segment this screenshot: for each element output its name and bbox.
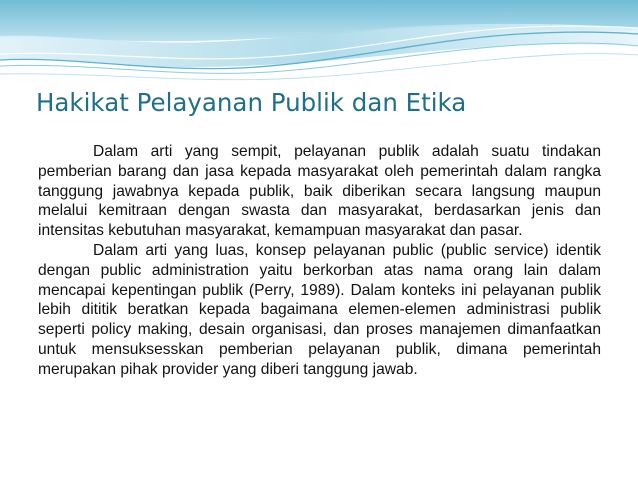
slide-title: Hakikat Pelayanan Publik dan Etika bbox=[36, 88, 467, 117]
paragraph-narrow-definition: Dalam arti yang sempit, pelayanan publik adalah suatu tindakan pemberian barang dan jasa kepada masyarakat oleh pemerintah dalam rangka tanggung jawabnya kepada publik, baik diberikan secara langsung maupun melalui kemitraan dengan swasta dan masyarakat, berdasarkan jenis dan intensitas kebutuhan masyarakat, kemampuan masyarakat dan pasar. bbox=[38, 143, 601, 240]
slide-body bbox=[38, 142, 601, 380]
paragraph-broad-definition: Dalam arti yang luas, konsep pelayanan public (public service) identik dengan public administration yaitu berkorban atas nama orang lain dalam mencapai kepentingan publik (Perry, 1989). Dalam konteks ini pelayanan publik lebih dititik beratkan kepada bagaimana elemen-elemen administrasi publik seperti policy making, desain organisasi, dan proses manajemen dimanfaatkan untuk mensuksesskan pemberian pelayanan publik, dimana pemerintah merupakan pihak provider yang diberi tanggung jawab. bbox=[38, 241, 601, 378]
